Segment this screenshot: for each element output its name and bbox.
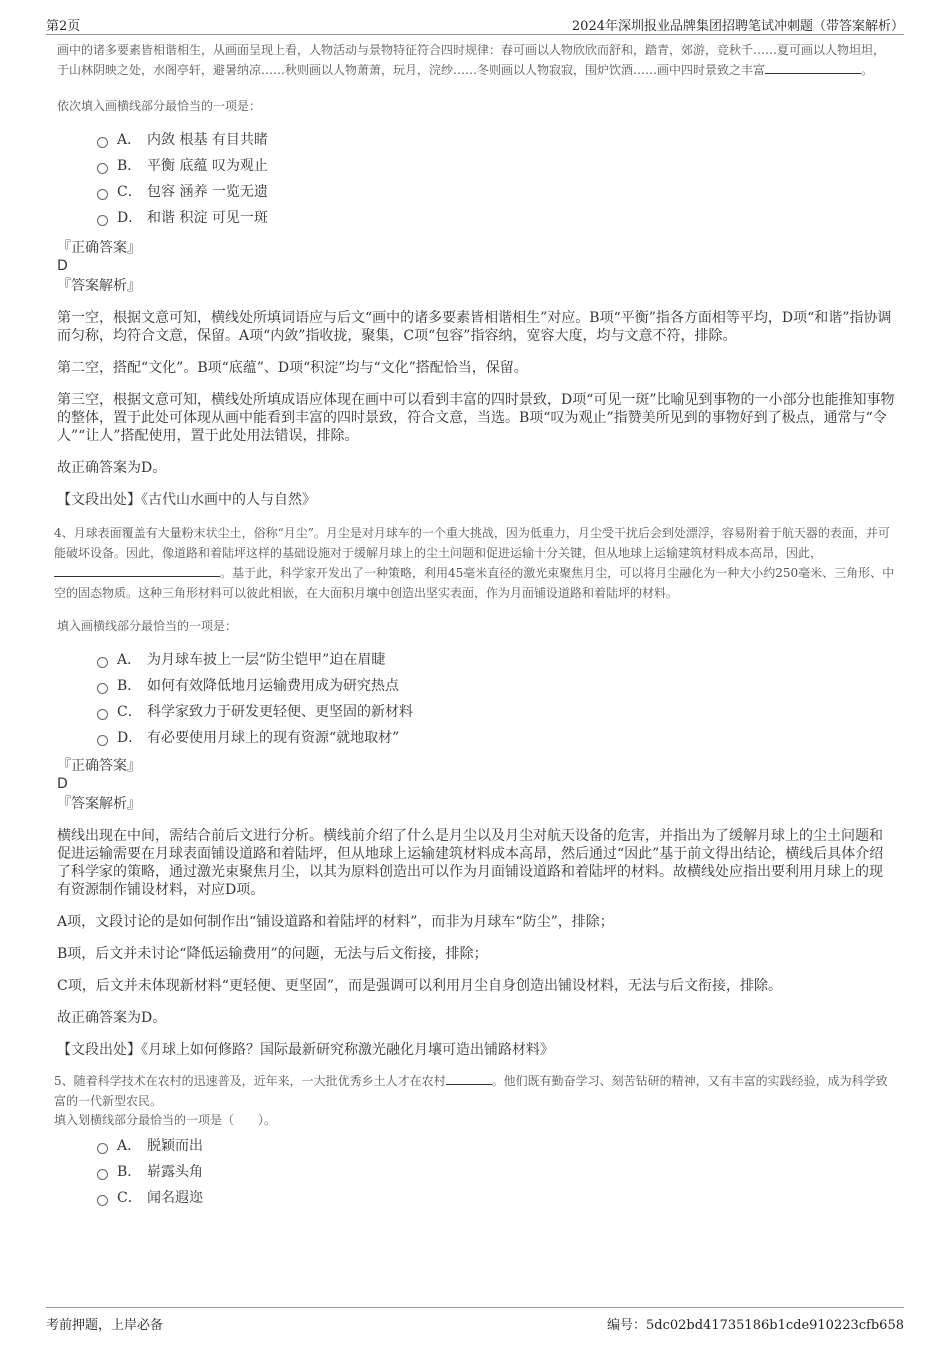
radio-icon[interactable] xyxy=(97,189,108,200)
option-a[interactable]: A． 为月球车披上一层“防尘铠甲”迫在眉睫 xyxy=(97,647,895,673)
fill-blank xyxy=(765,73,861,74)
option-d[interactable]: D． 有必要使用月球上的现有资源“就地取材” xyxy=(97,725,895,751)
page-number: 第2页 xyxy=(46,19,81,34)
option-c[interactable]: C． 科学家致力于研发更轻便、更坚固的新材料 xyxy=(97,699,895,725)
radio-icon[interactable] xyxy=(97,1143,108,1154)
analysis-paragraph: 第二空，搭配“文化”。B项“底蕴”、D项“积淀”均与“文化”搭配恰当，保留。 xyxy=(57,360,528,376)
analysis-paragraph: 故正确答案为D。 xyxy=(57,1010,167,1026)
analysis-paragraph: A项，文段讨论的是如何制作出“铺设道路和着陆坪的材料”，而非为月球车“防尘”，排除； xyxy=(57,914,614,930)
options-list xyxy=(97,1133,895,1211)
option-d[interactable]: D． 和谐 积淀 可见一斑 xyxy=(97,205,895,231)
option-a[interactable]: A． 脱颖而出 xyxy=(97,1133,895,1159)
option-b[interactable]: B． 平衡 底蕴 叹为观止 xyxy=(97,153,895,179)
correct-answer: D xyxy=(57,776,68,792)
option-a[interactable]: A． 内敛 根基 有目共睹 xyxy=(97,127,895,153)
answer-label: 『正确答案』 xyxy=(57,240,141,256)
answer-label: 『正确答案』 xyxy=(57,758,141,774)
radio-icon[interactable] xyxy=(97,1169,108,1180)
document-title: 2024年深圳报业品牌集团招聘笔试冲刺题（带答案解析） xyxy=(571,19,904,34)
option-b[interactable]: B． 如何有效降低地月运输费用成为研究热点 xyxy=(97,673,895,699)
document-code: 编号：5dc02bd41735186b1cde910223cfb658 xyxy=(607,1318,904,1333)
page-header xyxy=(46,12,904,35)
radio-icon[interactable] xyxy=(97,163,108,174)
fill-blank xyxy=(54,576,220,577)
correct-answer: D xyxy=(57,258,68,274)
question-4 xyxy=(54,523,895,1059)
analysis-paragraph: B项，后文并未讨论“降低运输费用”的问题，无法与后文衔接，排除； xyxy=(57,946,488,962)
radio-icon[interactable] xyxy=(97,137,108,148)
page-content xyxy=(54,40,895,1211)
analysis-paragraph: 故正确答案为D。 xyxy=(57,460,167,476)
question-instruction: 填入画横线部分最恰当的一项是： xyxy=(57,619,238,633)
footer-slogan: 考前押题，上岸必备 xyxy=(46,1318,164,1333)
analysis-label: 『答案解析』 xyxy=(57,278,141,294)
analysis-paragraph: 第一空，根据文意可知，横线处所填词语应与后文“画中的诸多要素皆相谐相生”对应。B项“平衡”指各方面相等平均，D项“和谐”指协调而匀称，均符合文意，保留。A项“内敛”指收拢，聚集，C项“包容”指容纳，宽容大度，均与文意不符，排除。 xyxy=(57,310,892,344)
question-5 xyxy=(54,1071,895,1211)
question-3 xyxy=(57,40,895,509)
question-instruction: 填入划横线部分最恰当的一项是（ ）。 xyxy=(54,1113,277,1127)
fill-blank xyxy=(446,1084,492,1085)
radio-icon[interactable] xyxy=(97,735,108,746)
option-b[interactable]: B． 崭露头角 xyxy=(97,1159,895,1185)
question-text: 5、随着科学技术在农村的迅速普及，近年来，一大批优秀乡土人才在农村 。他们既有勤奋学习、刻苦钻研的精神，又有丰富的实践经验，成为科学致富的一代新型农民。 xyxy=(54,1074,888,1108)
passage-source: 【文段出处】《古代山水画中的人与自然》 xyxy=(57,492,316,508)
question-text: 4、月球表面覆盖有大量粉末状尘土，俗称“月尘”。月尘是对月球车的一个重大挑战，因为低重力，月尘受干扰后会到处漂浮，容易附着于航天器的表面，并可能破坏设备。因此，像道路和着陆坪这样的基础设施对于缓解月球上的尘土问题和促进运输十分关键，但从地球上运输建筑材料成本高昂，因此，。基于此，科学家开发出了一种策略，利用45毫米直径的激光束聚焦月尘，可以将月尘融化为一种大小约250毫米、三角形、中空的固态物质。这种三角形材料可以彼此相嵌，在大面积月壤中创造出坚实表面，作为月面铺设道路和着陆坪的材料。 xyxy=(54,526,895,600)
radio-icon[interactable] xyxy=(97,1195,108,1206)
analysis-paragraph: C项，后文并未体现新材料“更轻便、更坚固”，而是强调可以利用月尘自身创造出铺设材料，无法与后文衔接，排除。 xyxy=(57,978,783,994)
passage-source: 【文段出处】《月球上如何修路？国际最新研究称激光融化月壤可造出铺路材料》 xyxy=(57,1042,554,1058)
analysis-paragraph: 横线出现在中间，需结合前后文进行分析。横线前介绍了什么是月尘以及月尘对航天设备的危害，并指出为了缓解月球上的尘土问题和促进运输需要在月球表面铺设道路和着陆坪，但从地球上运输建筑材料成本高昂，然后通过“因此”基于前文得出结论，横线后具体介绍了科学家的策略，通过激光束聚焦月尘，以其为原料创造出可以作为月面铺设道路和着陆坪的材料。故横线处应指出要利用月球上的现有资源制作铺设材料，对应D项。 xyxy=(57,828,884,898)
radio-icon[interactable] xyxy=(97,215,108,226)
options-list xyxy=(97,127,895,231)
radio-icon[interactable] xyxy=(97,683,108,694)
radio-icon[interactable] xyxy=(97,657,108,668)
analysis-label: 『答案解析』 xyxy=(57,796,141,812)
radio-icon[interactable] xyxy=(97,709,108,720)
options-list xyxy=(97,647,895,751)
option-c[interactable]: C． 闻名遐迩 xyxy=(97,1185,895,1211)
page-footer xyxy=(46,1307,904,1332)
analysis-paragraph: 第三空，根据文意可知，横线处所填成语应体现在画中可以看到丰富的四时景致，D项“可见一斑”比喻见到事物的一小部分也能推知事物的整体，置于此处可体现从画中能看到丰富的四时景致，符合文意，当选。B项“叹为观止”指赞美所见到的事物好到了极点，通常与“令人”“让人”搭配使用，置于此处用法错误，排除。 xyxy=(57,392,895,444)
question-text: 画中的诸多要素皆相谐相生，从画面呈现上看，人物活动与景物特征符合四时规律：春可画以人物欣欣而舒和，踏青，郊游，竞秋千……夏可画以人物坦坦，于山林阴映之处，水阁亭轩，避暑纳凉……秋则画以人物萧萧，玩月，浣纱……冬则画以人物寂寂，围炉饮酒……画中四时景致之丰富 。 xyxy=(57,43,886,77)
question-instruction: 依次填入画横线部分最恰当的一项是： xyxy=(57,99,262,113)
option-c[interactable]: C． 包容 涵养 一览无遗 xyxy=(97,179,895,205)
